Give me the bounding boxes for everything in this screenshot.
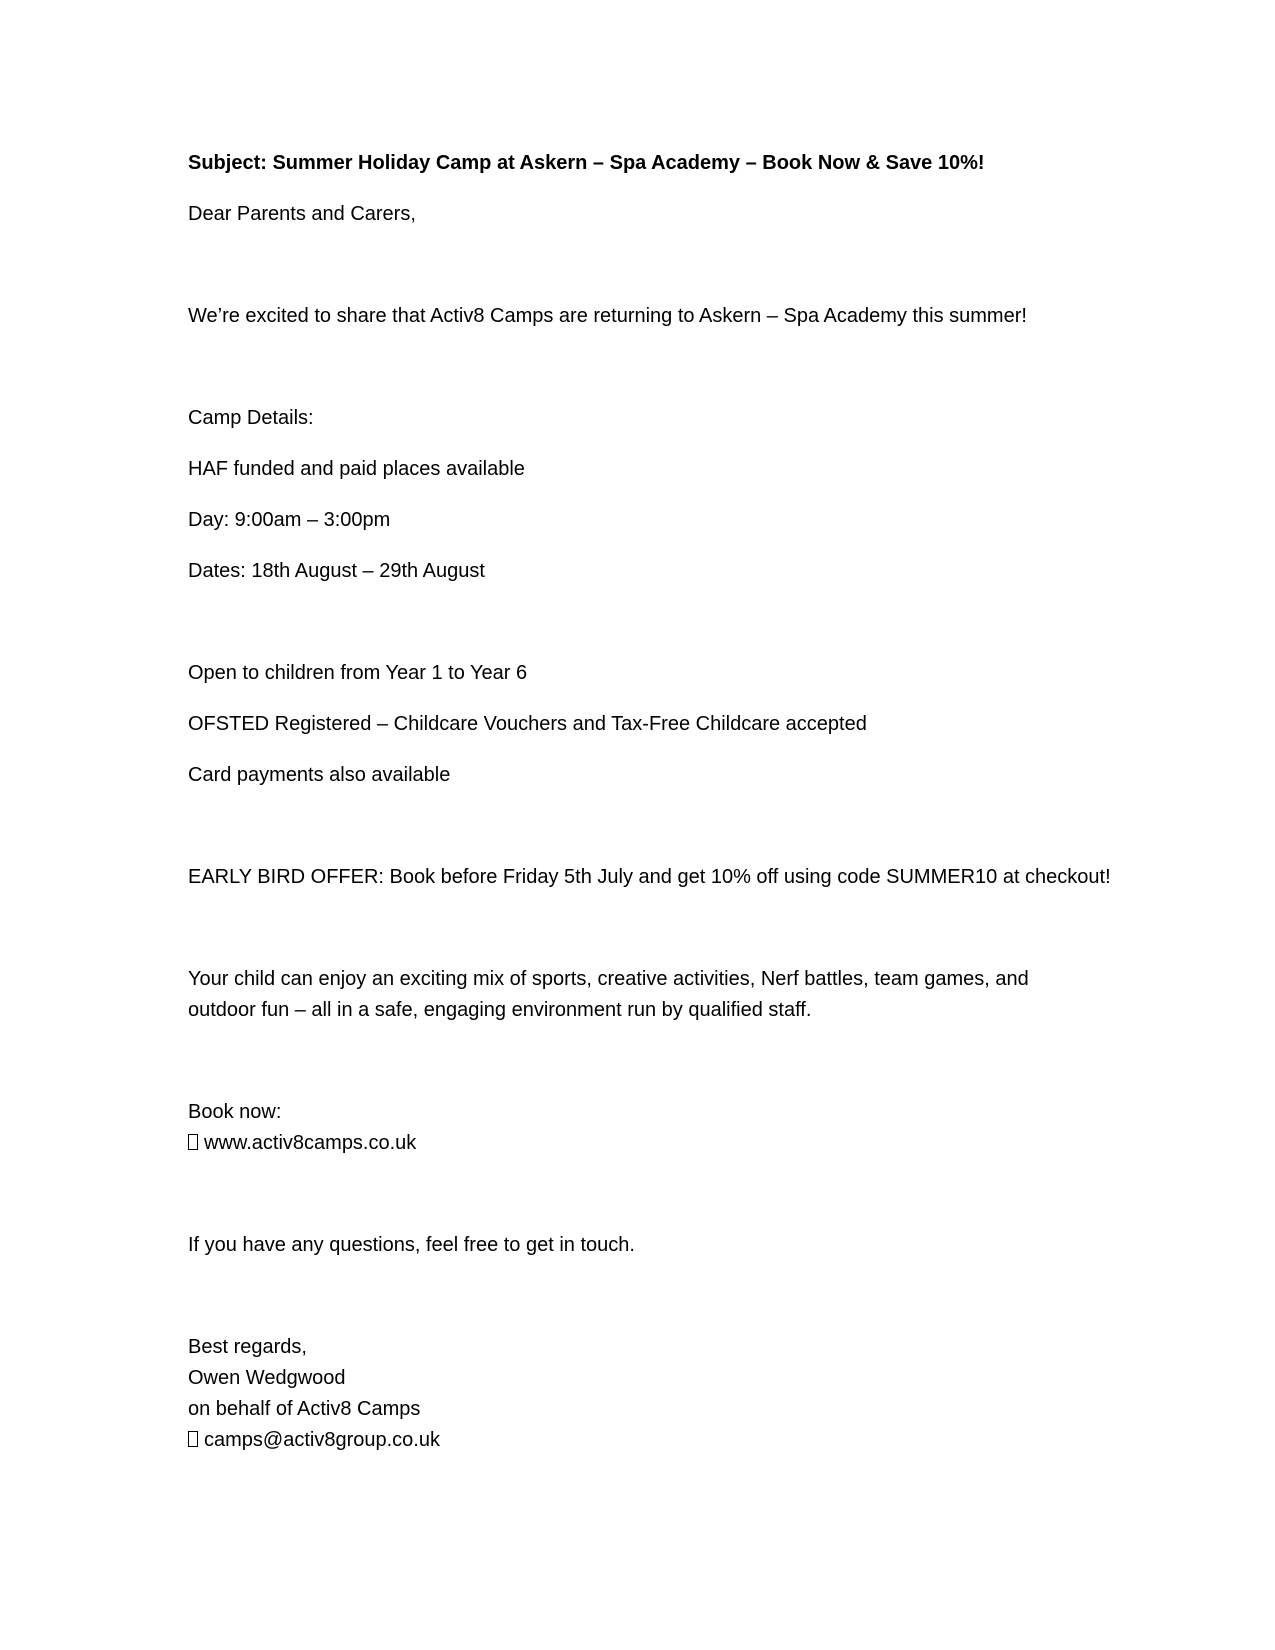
email-link[interactable]: camps@activ8group.co.uk xyxy=(204,1429,440,1451)
eligibility-info: Open to children from Year 1 to Year 6 xyxy=(188,662,528,684)
website-row xyxy=(188,1128,416,1159)
email-subject: Subject: Summer Holiday Camp at Askern – Spa Academy – Book Now & Save 10%! xyxy=(188,152,985,174)
camp-details-heading: Camp Details: xyxy=(188,407,314,429)
missing-glyph-icon xyxy=(188,1431,198,1447)
activities-line-1: Your child can enjoy an exciting mix of sports, creative activities, Nerf battles, team games, and xyxy=(188,968,1029,990)
intro-paragraph: We’re excited to share that Activ8 Camps are returning to Askern – Spa Academy this summer! xyxy=(188,305,1027,327)
day-info: Day: 9:00am – 3:00pm xyxy=(188,509,391,531)
places-info: HAF funded and paid places available xyxy=(188,458,525,480)
sender-organisation: on behalf of Activ8 Camps xyxy=(188,1398,421,1420)
greeting: Dear Parents and Carers, xyxy=(188,203,416,225)
card-payments-info: Card payments also available xyxy=(188,764,451,786)
missing-glyph-icon xyxy=(188,1134,198,1150)
activities-line-2: outdoor fun – all in a safe, engaging environment run by qualified staff. xyxy=(188,999,812,1021)
ofsted-info: OFSTED Registered – Childcare Vouchers and Tax-Free Childcare accepted xyxy=(188,713,867,735)
questions-line: If you have any questions, feel free to get in touch. xyxy=(188,1234,635,1256)
email-row xyxy=(188,1425,440,1456)
dates-info: Dates: 18th August – 29th August xyxy=(188,560,485,582)
early-bird-offer: EARLY BIRD OFFER: Book before Friday 5th July and get 10% off using code SUMMER10 at checkout! xyxy=(188,866,1111,888)
book-now-label: Book now: xyxy=(188,1101,282,1123)
website-link[interactable]: www.activ8camps.co.uk xyxy=(204,1132,417,1154)
signoff: Best regards, xyxy=(188,1336,307,1358)
sender-name: Owen Wedgwood xyxy=(188,1367,346,1389)
